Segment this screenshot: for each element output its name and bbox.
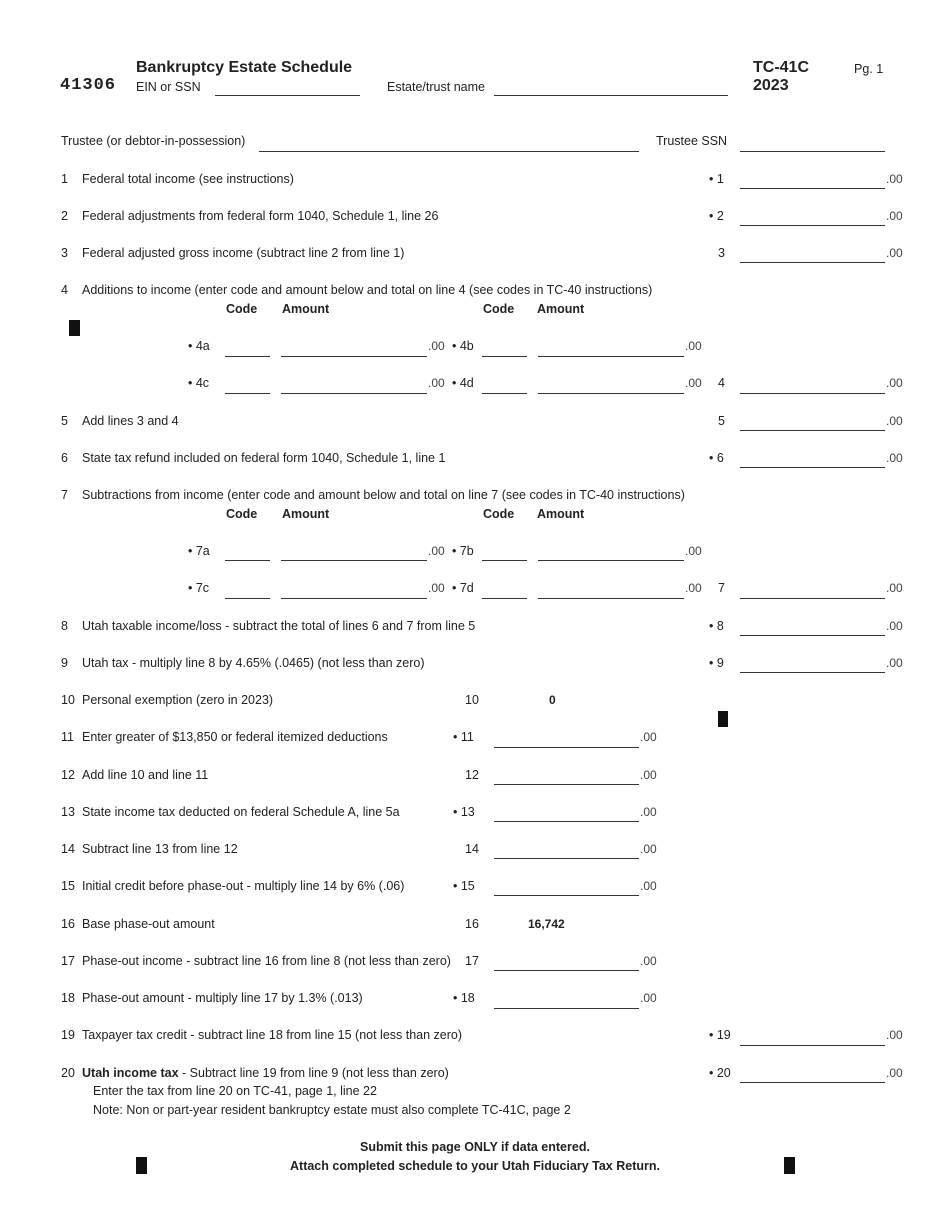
trustee-field[interactable] xyxy=(259,151,639,152)
line-number: 12 xyxy=(61,768,75,782)
line-number: 14 xyxy=(61,842,75,856)
line-7-text: Subtractions from income (enter code and amount below and total on line 7 (see codes in TC-40 instructions) xyxy=(82,488,685,502)
line-4c-code-field[interactable] xyxy=(225,393,270,394)
line-20-note-2: Note: Non or part-year resident bankruptcy estate must also complete TC-41C, page 2 xyxy=(93,1103,571,1117)
line-18-field[interactable] xyxy=(494,1008,639,1009)
cents-label: .00 xyxy=(640,730,657,744)
line-ref: • 11 xyxy=(453,730,474,744)
cents-label: .00 xyxy=(886,246,903,260)
cents-label: .00 xyxy=(428,376,445,390)
line-7b-amount-field[interactable] xyxy=(538,560,684,561)
line-20-field[interactable] xyxy=(740,1082,885,1083)
line-ref: 7 xyxy=(718,581,725,595)
line-ref: 16 xyxy=(465,917,479,931)
line-number: 11 xyxy=(61,730,74,744)
cents-label: .00 xyxy=(640,879,657,893)
line-3-text: Federal adjusted gross income (subtract line 2 from line 1) xyxy=(82,246,405,260)
line-12-field[interactable] xyxy=(494,784,639,785)
line-ref: • 9 xyxy=(709,656,724,670)
line-13-field[interactable] xyxy=(494,821,639,822)
trustee-label: Trustee (or debtor-in-possession) xyxy=(61,134,246,148)
line-4a-amount-field[interactable] xyxy=(281,356,427,357)
scan-registration-mark xyxy=(136,1157,147,1174)
page-title: Bankruptcy Estate Schedule xyxy=(136,59,353,76)
line-4d-code-field[interactable] xyxy=(482,393,527,394)
trustee-ssn-label: Trustee SSN xyxy=(656,134,728,148)
line-ref: • 2 xyxy=(709,209,724,223)
line-7c-code-field[interactable] xyxy=(225,598,270,599)
form-code: TC-41C xyxy=(753,59,810,76)
cents-label: .00 xyxy=(886,581,903,595)
line-number: 9 xyxy=(61,656,68,670)
line-8-text: Utah taxable income/loss - subtract the total of lines 6 and 7 from line 5 xyxy=(82,619,476,633)
line-ref: • 6 xyxy=(709,451,724,465)
line-20-rest-text: - Subtract line 19 from line 9 (not less than zero) xyxy=(178,1066,449,1080)
cents-label: .00 xyxy=(685,581,702,595)
line-ref: • 13 xyxy=(453,805,475,819)
amount-header: Amount xyxy=(537,302,585,316)
line-10-value: 0 xyxy=(549,693,556,707)
line-number: 3 xyxy=(61,246,68,260)
line-16-text: Base phase-out amount xyxy=(82,917,215,931)
cents-label: .00 xyxy=(640,768,657,782)
line-number: 10 xyxy=(61,693,75,707)
line-number: 15 xyxy=(61,879,75,893)
ein-label: EIN or SSN xyxy=(136,80,201,94)
line-ref: 5 xyxy=(718,414,725,428)
line-14-field[interactable] xyxy=(494,858,639,859)
line-4b-code-field[interactable] xyxy=(482,356,527,357)
line-20-note-1: Enter the tax from line 20 on TC-41, page 1, line 22 xyxy=(93,1084,377,1098)
line-ref: • 4a xyxy=(188,339,210,353)
line-ref: • 4c xyxy=(188,376,210,390)
cents-label: .00 xyxy=(886,451,903,465)
line-11-field[interactable] xyxy=(494,747,639,748)
trustee-ssn-field[interactable] xyxy=(740,151,885,152)
line-number: 2 xyxy=(61,209,68,223)
line-16-value: 16,742 xyxy=(528,917,565,931)
line-5-text: Add lines 3 and 4 xyxy=(82,414,179,428)
cents-label: .00 xyxy=(886,414,903,428)
footer-attach-note: Attach completed schedule to your Utah Fiduciary Tax Return. xyxy=(290,1159,660,1173)
cents-label: .00 xyxy=(640,954,657,968)
line-ref: 17 xyxy=(465,954,479,968)
footer-submit-note: Submit this page ONLY if data entered. xyxy=(360,1140,590,1154)
line-ref: • 7c xyxy=(188,581,210,595)
line-4b-amount-field[interactable] xyxy=(538,356,684,357)
line-10-text: Personal exemption (zero in 2023) xyxy=(82,693,274,707)
line-2-field[interactable] xyxy=(740,225,885,226)
line-19-text: Taxpayer tax credit - subtract line 18 from line 15 (not less than zero) xyxy=(82,1028,463,1042)
cents-label: .00 xyxy=(640,842,657,856)
line-4a-code-field[interactable] xyxy=(225,356,270,357)
line-15-field[interactable] xyxy=(494,895,639,896)
line-2-text: Federal adjustments from federal form 1040, Schedule 1, line 26 xyxy=(82,209,439,223)
line-5-field[interactable] xyxy=(740,430,885,431)
line-number: 4 xyxy=(61,283,68,297)
cents-label: .00 xyxy=(886,1066,903,1080)
line-number: 5 xyxy=(61,414,68,428)
cents-label: .00 xyxy=(685,376,702,390)
line-17-text: Phase-out income - subtract line 16 from line 8 (not less than zero) xyxy=(82,954,451,968)
line-7a-amount-field[interactable] xyxy=(281,560,427,561)
line-ref: 12 xyxy=(465,768,479,782)
line-ref: • 7b xyxy=(452,544,474,558)
line-7b-code-field[interactable] xyxy=(482,560,527,561)
line-20-bold-text: Utah income tax xyxy=(82,1066,179,1080)
line-14-text: Subtract line 13 from line 12 xyxy=(82,842,238,856)
line-7-field[interactable] xyxy=(740,598,885,599)
line-18-text: Phase-out amount - multiply line 17 by 1.3% (.013) xyxy=(82,991,363,1005)
scan-registration-mark xyxy=(784,1157,795,1174)
amount-header: Amount xyxy=(537,507,585,521)
line-ref: • 18 xyxy=(453,991,475,1005)
code-header: Code xyxy=(226,302,258,316)
scan-registration-mark xyxy=(718,711,728,727)
line-ref: • 7d xyxy=(452,581,474,595)
line-9-text: Utah tax - multiply line 8 by 4.65% (.0465) (not less than zero) xyxy=(82,656,425,670)
cents-label: .00 xyxy=(428,581,445,595)
line-4c-amount-field[interactable] xyxy=(281,393,427,394)
cents-label: .00 xyxy=(685,544,702,558)
line-1-text: Federal total income (see instructions) xyxy=(82,172,294,186)
line-1-field[interactable] xyxy=(740,188,885,189)
cents-label: .00 xyxy=(640,991,657,1005)
line-20-text xyxy=(82,1066,449,1080)
line-ref: • 15 xyxy=(453,879,475,893)
estate-name-label: Estate/trust name xyxy=(387,80,485,94)
line-3-field[interactable] xyxy=(740,262,885,263)
form-id-number: 41306 xyxy=(60,76,117,95)
cents-label: .00 xyxy=(886,619,903,633)
form-year: 2023 xyxy=(753,77,789,94)
line-7d-code-field[interactable] xyxy=(482,598,527,599)
line-4-field[interactable] xyxy=(740,393,885,394)
line-7a-code-field[interactable] xyxy=(225,560,270,561)
line-number: 16 xyxy=(61,917,75,931)
line-ref: • 4b xyxy=(452,339,474,353)
cents-label: .00 xyxy=(428,544,445,558)
line-6-field[interactable] xyxy=(740,467,885,468)
cents-label: .00 xyxy=(886,1028,903,1042)
line-6-text: State tax refund included on federal form 1040, Schedule 1, line 1 xyxy=(82,451,446,465)
page-number: Pg. 1 xyxy=(854,62,884,76)
line-4d-amount-field[interactable] xyxy=(538,393,684,394)
cents-label: .00 xyxy=(685,339,702,353)
line-9-field[interactable] xyxy=(740,672,885,673)
line-ref: 3 xyxy=(718,246,725,260)
line-ref: 10 xyxy=(465,693,479,707)
line-19-field[interactable] xyxy=(740,1045,885,1046)
cents-label: .00 xyxy=(428,339,445,353)
scan-registration-mark xyxy=(69,320,80,336)
estate-name-field[interactable] xyxy=(494,95,728,96)
cents-label: .00 xyxy=(886,209,903,223)
line-7c-amount-field[interactable] xyxy=(281,598,427,599)
line-number: 19 xyxy=(61,1028,75,1042)
line-number: 7 xyxy=(61,488,68,502)
cents-label: .00 xyxy=(886,172,903,186)
line-12-text: Add line 10 and line 11 xyxy=(82,768,209,782)
line-ref: 14 xyxy=(465,842,479,856)
code-header: Code xyxy=(483,302,515,316)
line-number: 1 xyxy=(61,172,68,186)
line-ref: • 4d xyxy=(452,376,474,390)
cents-label: .00 xyxy=(886,656,903,670)
line-ref: 4 xyxy=(718,376,725,390)
line-13-text: State income tax deducted on federal Schedule A, line 5a xyxy=(82,805,400,819)
line-number: 20 xyxy=(61,1066,75,1080)
line-number: 6 xyxy=(61,451,68,465)
line-11-text: Enter greater of $13,850 or federal itemized deductions xyxy=(82,730,388,744)
line-number: 18 xyxy=(61,991,75,1005)
line-15-text: Initial credit before phase-out - multiply line 14 by 6% (.06) xyxy=(82,879,405,893)
line-ref: • 19 xyxy=(709,1028,731,1042)
line-ref: • 7a xyxy=(188,544,210,558)
cents-label: .00 xyxy=(886,376,903,390)
line-7d-amount-field[interactable] xyxy=(538,598,684,599)
line-17-field[interactable] xyxy=(494,970,639,971)
cents-label: .00 xyxy=(640,805,657,819)
amount-header: Amount xyxy=(282,302,330,316)
line-ref: • 20 xyxy=(709,1066,731,1080)
code-header: Code xyxy=(226,507,258,521)
ein-field[interactable] xyxy=(215,95,360,96)
line-8-field[interactable] xyxy=(740,635,885,636)
line-number: 17 xyxy=(61,954,75,968)
line-ref: • 1 xyxy=(709,172,724,186)
amount-header: Amount xyxy=(282,507,330,521)
line-number: 8 xyxy=(61,619,68,633)
code-header: Code xyxy=(483,507,515,521)
line-number: 13 xyxy=(61,805,75,819)
line-4-text: Additions to income (enter code and amount below and total on line 4 (see codes in TC-40 instructions) xyxy=(82,283,653,297)
line-ref: • 8 xyxy=(709,619,724,633)
